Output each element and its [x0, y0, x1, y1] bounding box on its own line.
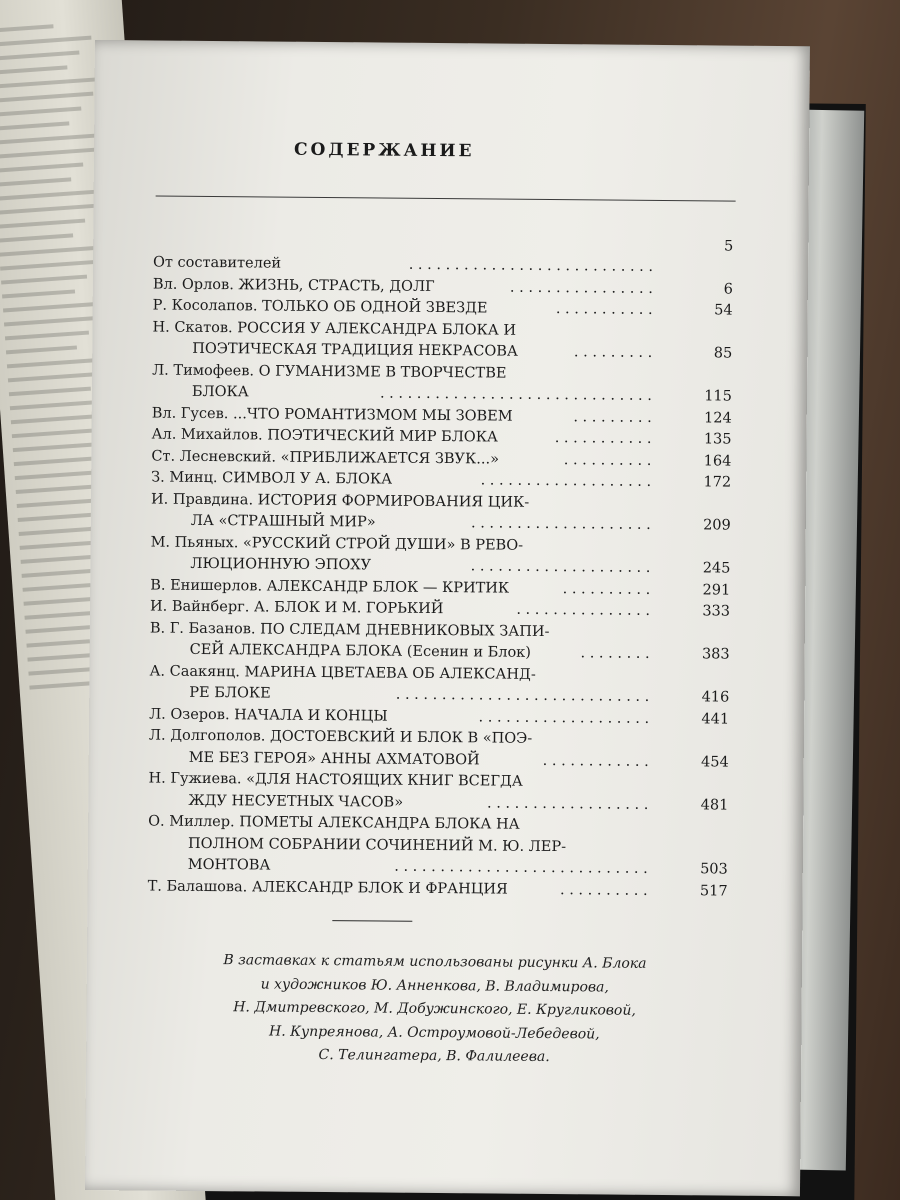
facing-page-text-line	[0, 77, 105, 89]
facing-page-text-line	[0, 121, 69, 131]
toc-entry-text: ПОЭТИЧЕСКАЯ ТРАДИЦИЯ НЕКРАСОВА	[192, 340, 518, 360]
toc-entry-text: И. Правдина. ИСТОРИЯ ФОРМИРОВАНИЯ ЦИК-	[150, 491, 530, 511]
toc-page-number: 291	[702, 581, 731, 599]
toc-entry	[148, 725, 729, 772]
dot-leader: . . . . . . . . .	[573, 344, 653, 361]
dot-leader: . . . . . . . . . . . .	[542, 752, 649, 770]
title-rule	[156, 196, 736, 202]
dot-leader: . . . . . . . . . . . . . . . . . . .	[480, 472, 652, 490]
toc-entry-text: В. Г. Базанов. ПО СЛЕДАМ ДНЕВНИКОВЫХ ЗАПИ-	[149, 620, 550, 640]
toc-page-number: 441	[701, 710, 730, 728]
contents-page	[85, 40, 810, 1196]
toc-entry	[149, 661, 730, 708]
toc-page-number: 115	[704, 388, 732, 405]
facing-page-text-line	[6, 345, 77, 354]
facing-page-text-line	[8, 372, 103, 383]
page-title: СОДЕРЖАНИЕ	[293, 139, 475, 162]
toc-entry-text: МЕ БЕЗ ГЕРОЯ» АННЫ АХМАТОВОЙ	[188, 749, 480, 768]
facing-page-text-line	[0, 148, 95, 159]
toc-entry-text: ЖДУ НЕСУЕТНЫХ ЧАСОВ»	[188, 792, 404, 811]
facing-page-text-line	[0, 219, 85, 229]
toc-entry-text: РЕ БЛОКЕ	[189, 684, 271, 702]
dot-leader: . . . . . . . . . .	[563, 451, 652, 469]
dot-leader: . . . . . . . . . . . . . . . . . .	[486, 794, 649, 813]
toc-page-number: 172	[703, 474, 732, 491]
toc-page-number: 54	[714, 302, 733, 319]
illustration-credits	[154, 949, 715, 1071]
dot-leader: . . . . . . . . . . . . . . . . . . . . . . . . . . . .	[394, 858, 648, 877]
toc-entry-text: ЛА «СТРАШНЫЙ МИР»	[190, 512, 376, 531]
facing-page-text-line	[0, 24, 54, 33]
facing-page-text-line	[0, 163, 83, 173]
toc-entry-text: Н. Гужиева. «ДЛЯ НАСТОЯЩИХ КНИГ ВСЕГДА	[148, 770, 523, 790]
facing-page-text-line	[9, 387, 91, 397]
toc-page-number: 164	[703, 452, 732, 470]
toc-entry-text: Вл. Гусев. ...ЧТО РОМАНТИЗМОМ МЫ ЗОВЕМ	[151, 405, 513, 425]
toc-entry-text: От составителей	[152, 254, 282, 272]
section-divider	[332, 920, 412, 922]
facing-page-text-line	[0, 36, 91, 47]
dot-leader: . . . . . . . . . . . . . . . . . . .	[478, 708, 650, 727]
dot-leader: . . . . . . . . . .	[559, 881, 648, 899]
toc-page-number: 333	[702, 603, 731, 620]
facing-page-text-line	[2, 289, 75, 298]
credits-line: Н. Купреянова, А. Остроумовой-Лебедевой,	[268, 1023, 600, 1042]
dot-leader: . . . . . . . . . . . . . . .	[516, 601, 651, 619]
toc-page-number: 503	[700, 861, 728, 878]
toc-entry-text: Н. Скатов. РОССИЯ У АЛЕКСАНДРА БЛОКА И	[152, 319, 517, 339]
facing-page-text-line	[0, 260, 99, 271]
toc-page-number: 5	[723, 237, 734, 255]
dot-leader: . . . . . . . . . . . . . . . . . . . .	[470, 515, 651, 533]
facing-page-text-line	[5, 331, 89, 341]
toc-entry-text: Р. Косолапов. ТОЛЬКО ОБ ОДНОЙ ЗВЕЗДЕ	[152, 297, 488, 317]
facing-page-text-line	[13, 443, 93, 453]
toc-page-number: 383	[701, 646, 730, 663]
dot-leader: . . . . . . . . . . . . . . . . . . . . . . . . . . . . . .	[379, 385, 652, 404]
dot-leader: . . . . . . . . . . .	[555, 301, 653, 318]
toc-page-number: 416	[701, 689, 730, 706]
dot-leader: . . . . . . . . . . . . . . . . . . . .	[470, 558, 651, 576]
facing-page-text-line	[1, 275, 87, 285]
facing-page-text-line	[0, 92, 93, 103]
toc-entry-text: Л. Тимофеев. О ГУМАНИЗМЕ В ТВОРЧЕСТВЕ	[152, 362, 507, 382]
toc-page-number: 454	[700, 753, 729, 771]
credits-line: и художников Ю. Анненкова, В. Владимирова,	[260, 975, 609, 996]
facing-page-text-line	[0, 107, 81, 117]
facing-page-text-line	[4, 316, 101, 327]
facing-page-text-line	[21, 555, 97, 564]
facing-page-text-line	[0, 133, 107, 145]
toc-entry-text: БЛОКА	[191, 383, 249, 401]
toc-entry-text: Л. Долгополов. ДОСТОЕВСКИЙ И БЛОК В «ПОЭ-	[148, 727, 533, 747]
toc-entry-text: ПОЛНОМ СОБРАНИИ СОЧИНЕНИЙ М. Ю. ЛЕР-	[187, 835, 567, 855]
toc-entry	[149, 618, 730, 665]
table-of-contents	[147, 237, 734, 902]
toc-entry	[147, 876, 728, 902]
toc-page-number: 517	[699, 882, 728, 900]
toc-entry-text: А. Саакянц. МАРИНА ЦВЕТАЕВА ОБ АЛЕКСАНД-	[149, 662, 536, 683]
toc-page-number: 135	[703, 431, 732, 448]
toc-entry-text: И. Вайнберг. А. БЛОК И М. ГОРЬКИЙ	[149, 598, 444, 618]
toc-entry-text: Ал. Михайлов. ПОЭТИЧЕСКИЙ МИР БЛОКА	[151, 426, 499, 446]
facing-page-text-line	[0, 65, 67, 75]
toc-page-number: 124	[703, 409, 732, 427]
toc-page-number: 209	[703, 517, 731, 534]
credits-line: В заставках к статьям использованы рисунки А. Блока	[223, 952, 647, 972]
facing-page-text-line	[0, 204, 97, 215]
toc-entry-text: Л. Озеров. НАЧАЛА И КОНЦЫ	[149, 705, 388, 725]
toc-entry-text: М. Пьяных. «РУССКИЙ СТРОЙ ДУШИ» В РЕВО-	[150, 534, 524, 554]
toc-page-number: 6	[723, 280, 733, 298]
toc-entry	[150, 489, 731, 536]
dot-leader: . . . . . . . . . . .	[554, 430, 652, 447]
facing-page-text-line	[0, 51, 79, 62]
toc-entry-text: ЛЮЦИОННУЮ ЭПОХУ	[190, 555, 372, 574]
toc-entry-text: В. Енишерлов. АЛЕКСАНДР БЛОК — КРИТИК	[150, 577, 510, 597]
toc-entry	[148, 768, 729, 815]
toc-entry-text: Вл. Орлов. ЖИЗНЬ, СТРАСТЬ, ДОЛГ	[152, 276, 435, 295]
dot-leader: . . . . . . . . . . . . . . . . . . . . . . . . . . .	[408, 256, 654, 275]
dot-leader: . . . . . . . . . .	[562, 580, 651, 598]
dot-leader: . . . . . . . . . . . . . . . .	[509, 279, 653, 297]
toc-entry-text: З. Минц. СИМВОЛ У А. БЛОКА	[151, 469, 393, 488]
toc-entry-text: МОНТОВА	[187, 856, 271, 874]
toc-entry-text: СЕЙ АЛЕКСАНДРА БЛОКА (Есенин и Блок)	[189, 641, 532, 661]
dot-leader: . . . . . . . .	[580, 645, 650, 662]
toc-page-number: 245	[702, 560, 731, 577]
facing-page-text-line	[0, 233, 73, 242]
toc-entry-text: О. Миллер. ПОМЕТЫ АЛЕКСАНДРА БЛОКА НА	[148, 813, 520, 833]
toc-entry-text: Т. Балашова. АЛЕКСАНДР БЛОК И ФРАНЦИЯ	[147, 877, 508, 898]
toc-entry	[152, 317, 733, 364]
toc-page-number: 85	[713, 345, 733, 362]
toc-page-number: 481	[700, 796, 729, 814]
facing-page-text-line	[17, 499, 95, 508]
toc-entry-text: Ст. Лесневский. «ПРИБЛИЖАЕТСЯ ЗВУК...»	[151, 448, 500, 468]
credits-line: С. Телингатера, В. Фалилеева.	[318, 1046, 550, 1066]
toc-entry	[148, 811, 728, 880]
toc-entry	[152, 360, 732, 407]
toc-entry-title	[148, 876, 648, 902]
dot-leader: . . . . . . . . .	[573, 408, 652, 426]
credits-line: Н. Дмитревского, М. Добужинского, Е. Кругликовой,	[233, 999, 636, 1019]
facing-page-text-line	[24, 611, 98, 620]
facing-page-text-line	[0, 177, 71, 186]
toc-entry	[150, 532, 731, 579]
dot-leader: . . . . . . . . . . . . . . . . . . . . . . . . . . . .	[395, 686, 650, 705]
